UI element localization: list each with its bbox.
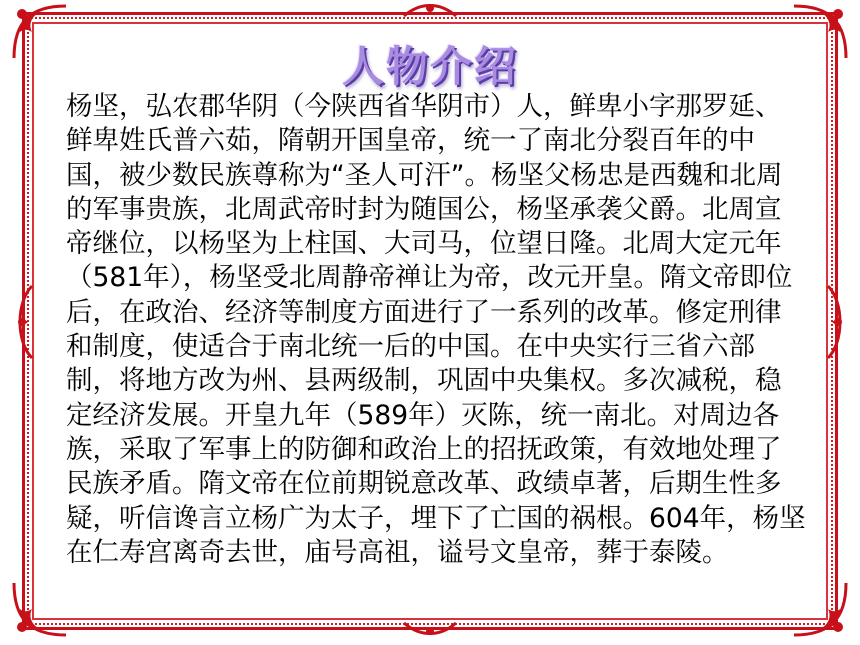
biography-paragraph: 杨坚，弘农郡华阴（今陕西省华阴市）人，鲜卑小字那罗延、鲜卑姓氏普六茹，隋朝开国皇帝，统一了南北分裂百年的中国，被少数民族尊称为“圣人可汗”。杨坚父杨忠是西魏和北周的军事贵族，北周武帝时封为随国公，杨坚承袭父爵。北周宣帝继位，以杨坚为上柱国、大司马，位望日隆。北周大定元年（581年），杨坚受北周静帝禅让为帝，改元开皇。隋文帝即位后，在政治、经济等制度方面进行了一系列的改革。修定刑律和制度，使适合于南北统一后的中国。在中央实行三省六部制，将地方改为州、县两级制，巩固中央集权。多次减税，稳定经济发展。开皇九年（589年）灭陈，统一南北。对周边各族，采取了军事上的防御和政治上的招抚政策，有效地处理了民族矛盾。隋文帝在位前期锐意改革、政绩卓著，后期生性多疑，听信谗言立杨广为太子，埋下了亡国的祸根。604年，杨坚在仁寿宫离奇去世，庙号高祖，谥号文皇帝，葬于泰陵。 — [66, 91, 806, 568]
corner-ornament-icon — [10, 579, 70, 639]
corner-ornament-icon — [790, 579, 850, 639]
top-ornament-icon — [400, 0, 460, 20]
side-ornament-icon — [10, 282, 36, 362]
bottom-ornament-icon — [400, 619, 460, 639]
side-ornament-icon — [824, 282, 850, 362]
slide-title: 人物介绍 — [341, 42, 518, 91]
